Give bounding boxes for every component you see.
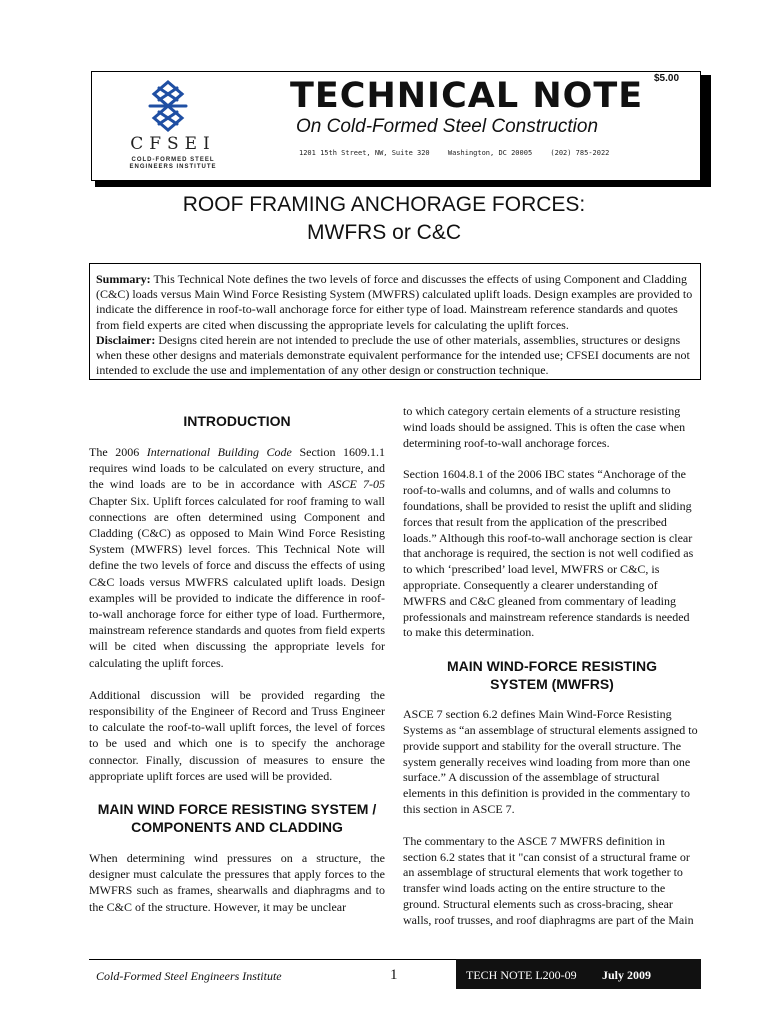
logo-subline-1: COLD-FORMED STEEL bbox=[131, 157, 215, 163]
tech-note-number: TECH NOTE L200-09 bbox=[466, 968, 577, 982]
heading-line-2: SYSTEM (MWFRS) bbox=[490, 676, 614, 693]
text-run: The 2006 bbox=[89, 445, 147, 459]
page-number: 1 bbox=[390, 967, 398, 983]
section-heading-mwfrs bbox=[403, 657, 701, 693]
left-column bbox=[89, 404, 385, 931]
heading-line-1: MAIN WIND-FORCE RESISTING bbox=[447, 658, 657, 675]
text-run: Chapter Six. Uplift forces calculated for roof framing to wall connections are often determined using Component and Cladding (C&C) as opposed to Main Wind Force Resisting System (MWFRS) level forces. This Technical Note will define the two levels of force and discuss the effects of using C&C loads versus MWFRS calculated uplift loads. Design examples will be provided to indicate the difference in roof-to-wall anchorage force for either type of load. Furthermore, mainstream reference standards and quotes from field experts will be cited when discussing the appropriate levels for calculating the uplift forces. bbox=[89, 493, 385, 670]
disclaimer-text: Designs cited herein are not intended to preclude the use of other materials, assemblies, structures or designs when these other designs and materials demonstrate equivalent performance for the intended use; CFSEI documents are not intended to exclude the use and implementation of any other design or construction technique. bbox=[96, 332, 690, 378]
price-label: $5.00 bbox=[654, 73, 680, 84]
contact-line bbox=[299, 149, 623, 157]
header-shadow bbox=[95, 181, 711, 187]
heading-line-2: COMPONENTS AND CLADDING bbox=[131, 819, 343, 836]
summary-box bbox=[89, 263, 701, 380]
logo-name: CFSEI bbox=[130, 134, 216, 154]
continued-paragraph: to which category certain elements of a structure resisting wind loads should be assigned. This is often the case when determining roof-to-wall anchorage forces. bbox=[403, 404, 686, 450]
ibc-citation: International Building Code bbox=[146, 445, 292, 459]
intro-paragraph-2: Additional discussion will be provided regarding the responsibility of the Engineer of Record and Truss Engineer to calculate the roof-to-wall uplift forces, the level of forces to be used and which one is to specify the anchorage connector. Finally, discussion of measures to ensure the appropriate uplift forces are used will be provided. bbox=[89, 687, 385, 783]
city: Washington, DC 20005 bbox=[447, 149, 533, 157]
summary-paragraph bbox=[96, 272, 700, 333]
technical-note-subtitle: On Cold-Formed Steel Construction bbox=[296, 116, 599, 137]
disclaimer-paragraph bbox=[96, 333, 700, 379]
summary-label: Summary: bbox=[96, 272, 151, 286]
mwfrs-cc-paragraph: When determining wind pressures on a structure, the designer must calculate the pressures that apply forces to the MWFRS such as frames, shearwalls and diaphragms and to the C&C of the structure. However, it may be unclear bbox=[89, 851, 385, 914]
asce-commentary-paragraph: The commentary to the ASCE 7 MWFRS definition in section 6.2 states that it "can consist of a structural frame or an assemblage of structural elements that work together to transfer wind loads acting on the entire structure to the ground. Structural elements such as cross-bracing, shear walls, roof trusses, and roof diaphragms are part of the Main bbox=[403, 833, 694, 927]
cfsei-knot-logo-icon bbox=[148, 80, 188, 132]
address: 1201 15th Street, NW, Suite 320 bbox=[299, 149, 430, 157]
technical-note-title: TECHNICAL NOTE bbox=[290, 76, 644, 116]
section-heading-mwfrs-cc bbox=[89, 800, 385, 836]
right-column bbox=[403, 404, 701, 945]
summary-text: This Technical Note defines the two levels of force and discusses the effects of using Component and Cladding (C&C) loads versus Main Wind Force Resisting System (MWFRS) calculated uplift loads. Design examples are provided to indicate the difference in roof-to-wall anchorage force for either type of load. Mainstream reference standards and quotes from field experts are cited when discussing the appropriate levels for calculating the uplift forces. bbox=[96, 272, 693, 332]
header-shadow bbox=[701, 75, 711, 187]
asce-citation: ASCE 7-05 bbox=[328, 477, 385, 492]
ibc-section-paragraph: Section 1604.8.1 of the 2006 IBC states “Anchorage of the roof-to-walls and columns, and of walls and columns to foundations, shall be provided to resist the uplift and sliding forces that result from the application of the prescribed loads.” Although this roof-to-wall anchorage section is clear that anchorage is required, the section is not well codified as to which ‘prescribed’ load level, MWFRS or C&C, is appropriate. Consequently a clearer understanding of MWFRS and C&C gleaned from commentary of leading professionals and mainstream reference standards is needed to make this determination. bbox=[403, 467, 694, 640]
document-title-line2: MWFRS or C&C bbox=[307, 221, 461, 244]
section-heading-introduction: INTRODUCTION bbox=[183, 413, 291, 429]
cfsei-logo bbox=[118, 80, 228, 175]
intro-paragraph-1 bbox=[89, 444, 385, 671]
heading-line-1: MAIN WIND FORCE RESISTING SYSTEM / bbox=[97, 801, 377, 818]
asce-definition-paragraph: ASCE 7 section 6.2 defines Main Wind-Force Resisting Systems as “an assemblage of structural elements assigned to provide support and stability for the overall structure. The system generally receives wind loading from more than one surface.” A discussion of the assemblage of structural elements in this definition is provided in the commentary to this section in ASCE 7. bbox=[403, 707, 698, 816]
text-run: Section 1609.1.1 requires wind loads to be calculated on every structure, and the wind loads are to be in accordance with bbox=[89, 445, 385, 492]
logo-subline-2: ENGINEERS INSTITUTE bbox=[129, 164, 217, 170]
footer-badge bbox=[456, 959, 701, 989]
document-title bbox=[80, 191, 688, 247]
document-title-line1: ROOF FRAMING ANCHORAGE FORCES: bbox=[182, 193, 586, 216]
publication-date: July 2009 bbox=[602, 968, 652, 982]
logo-subline bbox=[118, 157, 228, 171]
footer-organization: Cold-Formed Steel Engineers Institute bbox=[96, 969, 282, 983]
phone: (202) 785-2022 bbox=[550, 149, 610, 157]
disclaimer-label: Disclaimer: bbox=[96, 332, 156, 347]
